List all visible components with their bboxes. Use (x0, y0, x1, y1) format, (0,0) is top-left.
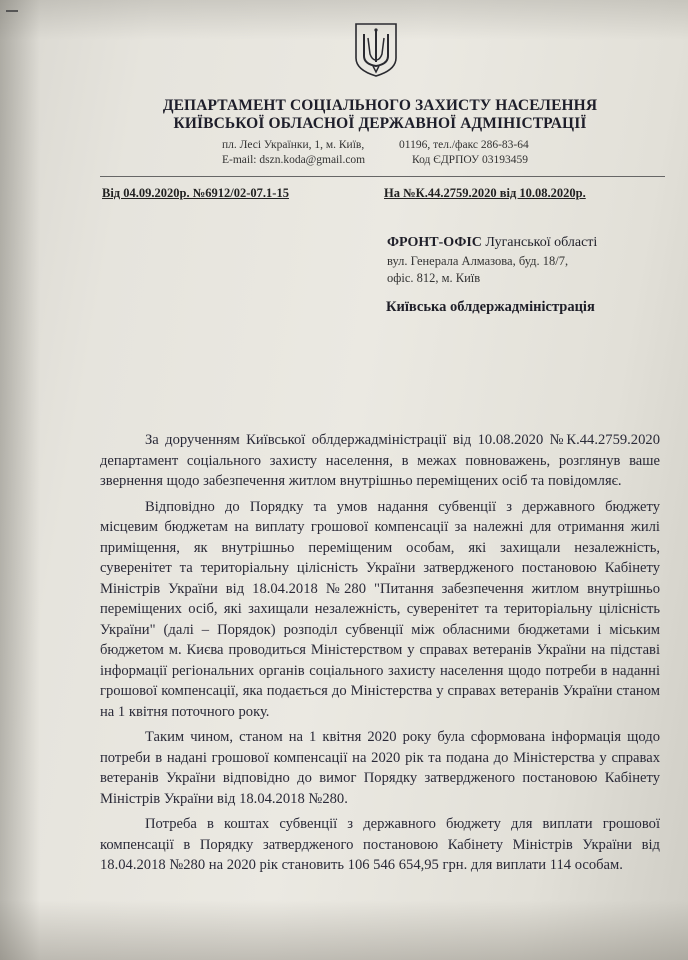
paper-shadow-bottom (0, 900, 688, 960)
trident-coat-of-arms-icon (354, 22, 398, 78)
body-paragraph-1: За дорученням Київської облдержадміністрації від 10.08.2020 №К.44.2759.2020 департамент соціального захисту населення, в межах повноважень, розглянув ваше звернення щодо забезпечення житлом внутрішньо переміщених осіб та повідомляє. (100, 432, 660, 489)
letter-body (100, 430, 660, 881)
paper-shadow-left (0, 0, 40, 960)
body-paragraph-2: Відповідно до Порядку та умов надання субвенції з державного бюджету місцевим бюджетам на виплату грошової компенсації за належні для отримання жилі приміщення, як внутрішньо переміщеним особам, які захищали незалежність, суверенітет та територіальну цілісність України затвердженого постановою Кабінету Міністрів України від 18.04.2018 №280 "Питання забезпечення житлом внутрішньо переміщених осіб, які захищали незалежність, суверенітет та територіальну цілісність України" (далі – Порядок) розподіл субвенції між обласними бюджетами і міським бюджетом м. Києва проводиться Міністерством у справах ветеранів України на підставі інформації регіональних органів соціального захисту населення щодо потреби в наданні грошової компенсації, яка подається до Міністерства у справах ветеранів України станом на 1 квітня поточного року. (100, 498, 660, 720)
header-divider (100, 176, 665, 177)
contact-email: E-mail: dszn.koda@gmail.com (222, 154, 366, 166)
recipient-title-rest: Луганської області (481, 235, 598, 250)
incoming-number: На №К.44.2759.2020 від 10.08.2020р. (384, 186, 586, 200)
body-paragraph-3: Таким чином, станом на 1 квітня 2020 року була сформована інформація щодо потреби в надані грошової компенсації на 2020 рік та подана до Міністерства у справах ветеранів України відповідно до вимог Порядку затвердженого постановою Кабінету Міністрів України від 18.04.2018 №280. (100, 729, 660, 807)
contact-address: пл. Лесі Українки, 1, м. Київ, (222, 139, 365, 151)
staple-mark (6, 10, 18, 12)
administration-name: КИЇВСЬКОЇ ОБЛАСНОЇ ДЕРЖАВНОЇ АДМІНІСТРАЦІЇ (173, 115, 587, 132)
department-name: ДЕПАРТАМЕНТ СОЦІАЛЬНОГО ЗАХИСТУ НАСЕЛЕННЯ (162, 97, 598, 114)
contact-edrpou: Код ЄДРПОУ 03193459 (412, 154, 529, 166)
addressee-name: Київська облдержадміністрація (386, 299, 595, 315)
recipient-title (387, 235, 597, 251)
contact-postcode-phone: 01196, тел./факс 286-83-64 (399, 139, 529, 151)
recipient-address-line2: офіс. 812, м. Київ (387, 271, 481, 285)
recipient-address-line1: вул. Генерала Алмазова, буд. 18/7, (387, 254, 569, 268)
paper-shadow-top (0, 0, 688, 40)
outgoing-number: Від 04.09.2020р. №6912/02-07.1-15 (102, 186, 289, 200)
body-paragraph-4: Потреба в коштах субвенції з державного бюджету для виплати грошової компенсації в Порядку затвердженого постановою Кабінету Міністрів України від 18.04.2018 №280 на 2020 рік становить 106 546 654,95 грн. для виплати 114 особам. (100, 816, 660, 873)
recipient-title-bold: ФРОНТ-ОФІС (387, 235, 482, 250)
